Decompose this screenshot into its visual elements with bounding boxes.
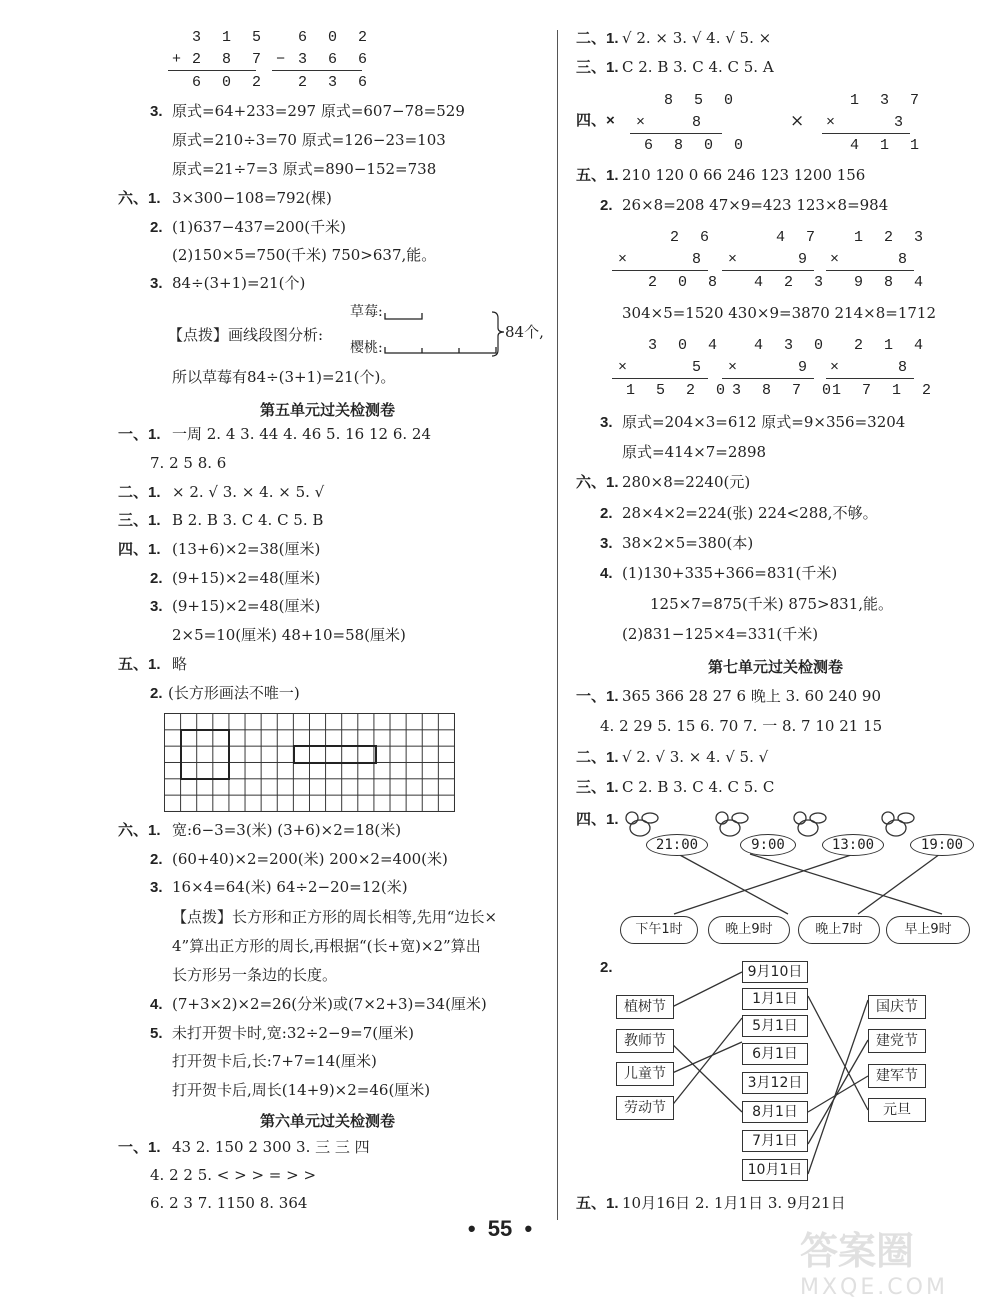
answer-line: 打开贺卡后,周长(14+9)×2=46(厘米)	[172, 1081, 431, 1099]
section-label: 四、×	[576, 112, 615, 129]
calc-result: 1 7 1 2	[832, 382, 938, 399]
section-label: 五、1.	[576, 167, 619, 184]
time-cloud: 下午1时	[620, 916, 698, 944]
calc-operand: 3 6 6	[298, 51, 374, 68]
calc-operand: 8	[692, 114, 708, 131]
item-number: 5.	[150, 1025, 163, 1042]
section-label: 一、1.	[576, 688, 619, 705]
answer-line: √ 2. √ 3. × 4. √ 5. √	[622, 748, 769, 766]
festival-box: 国庆节	[868, 995, 926, 1019]
festival-box: 劳动节	[616, 1096, 674, 1120]
section-label: 六、1.	[576, 474, 619, 491]
answer-line: (2)831−125×4=331(千米)	[622, 625, 819, 643]
item-number: 4.	[150, 996, 163, 1013]
total-label: 84个,	[505, 323, 544, 341]
festival-box: 建党节	[868, 1029, 926, 1053]
section-label: 三、1.	[576, 59, 619, 76]
festival-box: 建军节	[868, 1064, 926, 1088]
festival-box: 元旦	[868, 1098, 926, 1122]
section-label: 二、1.	[576, 30, 619, 47]
square-drawing	[180, 729, 230, 780]
item-number: 2.	[600, 959, 613, 976]
date-box: 10月1日	[742, 1159, 808, 1181]
calc-operator: ×	[636, 114, 652, 131]
calc-result: 6 8 0 0	[644, 137, 750, 154]
item-number: 3.	[600, 535, 613, 552]
vertical-multiplication	[630, 92, 750, 155]
answer-line: 6. 2 3 7. 1150 8. 364	[150, 1194, 308, 1212]
section-label: 三、1.	[576, 779, 619, 796]
answer-line: 210 120 0 66 246 123 1200 156	[622, 166, 866, 184]
bee-icon	[794, 812, 826, 836]
answer-line: 304×5=1520 430×9=3870 214×8=1712	[622, 304, 936, 322]
watermark-logo: 答案圈 MXQE.COM	[800, 1229, 948, 1300]
answer-line: 365 366 28 27 6 晚上 3. 60 240 90	[622, 689, 882, 704]
calc-operand: 3 0 4	[648, 337, 724, 354]
calc-operand: 8	[898, 359, 914, 376]
calc-operator: ×	[728, 359, 744, 376]
time-cloud: 早上9时	[886, 916, 970, 944]
answer-line: 2×5=10(厘米) 48+10=58(厘米)	[172, 626, 406, 644]
answer-line: 4. 2 29 5. 15 6. 70 7. 一 8. 7 10 21 15	[600, 719, 883, 734]
calc-operand: 6 0 2	[298, 29, 374, 46]
answer-line: C 2. B 3. C 4. C 5. C	[622, 778, 775, 796]
calc-operand: 4 3 0	[754, 337, 830, 354]
calc-operand: 1 3 7	[850, 92, 926, 109]
festival-box: 儿童节	[616, 1062, 674, 1086]
date-box: 3月12日	[742, 1072, 808, 1094]
answer-line: 16×4=64(米) 64÷2−20=12(米)	[172, 878, 408, 896]
calc-operator: +	[172, 51, 188, 68]
calc-operand: 3 1 5	[192, 29, 268, 46]
calc-operand: 9	[798, 359, 814, 376]
answer-line: (9+15)×2=48(厘米)	[172, 569, 321, 587]
bee-icon	[626, 812, 658, 836]
calc-operand: 2 6	[670, 229, 716, 246]
section-label: 六、1.	[118, 190, 161, 207]
answer-line: 84÷(3+1)=21(个)	[172, 274, 306, 292]
calc-operand: 4 7	[776, 229, 822, 246]
calc-operator: ×	[830, 359, 846, 376]
item-number: 3.	[150, 598, 163, 615]
vertical-addition	[168, 29, 268, 92]
section-title: 第五单元过关检测卷	[260, 401, 396, 419]
answer-line: C 2. B 3. C 4. C 5. A	[622, 58, 774, 76]
date-box: 7月1日	[742, 1130, 808, 1152]
vertical-multiplication	[822, 92, 926, 155]
calc-operand: 8	[898, 251, 914, 268]
answer-line: 所以草莓有84÷(3+1)=21(个)。	[172, 368, 396, 386]
calc-result: 4 1 1	[850, 137, 926, 154]
vertical-multiplication	[722, 229, 830, 292]
section-label: 四、1.	[118, 541, 161, 558]
calc-result: 1 5 2 0	[626, 382, 732, 399]
answer-line: 略	[172, 655, 188, 673]
vertical-multiplication	[826, 337, 938, 400]
section-label: 二、1.	[118, 484, 161, 501]
section-title: 第六单元过关检测卷	[260, 1112, 396, 1130]
festival-box: 教师节	[616, 1029, 674, 1053]
calc-operand: 8	[692, 251, 708, 268]
vertical-multiplication	[826, 229, 930, 292]
calc-operand: 5	[692, 359, 708, 376]
vertical-multiplication	[612, 229, 724, 292]
calc-result: 4 2 3	[754, 274, 830, 291]
tip-label: 【点拨】画线段图分析:	[168, 326, 324, 344]
bee-icon	[716, 812, 748, 836]
section-label: 一、1.	[118, 426, 161, 443]
answer-line: 原式=21÷7=3 原式=890−152=738	[172, 160, 437, 178]
item-number: 2.	[150, 685, 163, 702]
calc-operand: 2 8 7	[192, 51, 268, 68]
answer-line: × 2. √ 3. × 4. × 5. √	[172, 483, 325, 501]
calc-result: 9 8 4	[854, 274, 930, 291]
vertical-subtraction	[272, 29, 374, 92]
calc-operator: −	[276, 51, 292, 68]
item-number: 2.	[150, 219, 163, 236]
cross-mark: ×	[790, 111, 805, 131]
calc-operator: ×	[618, 251, 634, 268]
date-box: 9月10日	[742, 961, 808, 983]
answer-line: (9+15)×2=48(厘米)	[172, 597, 321, 615]
item-number: 3.	[150, 879, 163, 896]
festival-box: 植树节	[616, 995, 674, 1019]
calc-operator: ×	[826, 114, 842, 131]
answer-line: 4. 2 2 5. < > > = > >	[150, 1166, 317, 1184]
date-box: 8月1日	[742, 1101, 808, 1123]
answer-line: B 2. B 3. C 4. C 5. B	[172, 511, 324, 529]
item-number: 2.	[600, 197, 613, 214]
calc-operand: 3	[894, 114, 910, 131]
answer-line: 宽:6−3=3(米) (3+6)×2=18(米)	[172, 821, 402, 839]
page-number: • 55 •	[467, 1216, 533, 1241]
answer-line: 43 2. 150 2 300 3. 三 三 四	[172, 1138, 370, 1156]
clock-bubble: 13:00	[822, 834, 884, 856]
calc-operator: ×	[618, 359, 634, 376]
answer-line: (1)130+335+366=831(千米)	[622, 564, 838, 582]
section-label: 五、1.	[118, 656, 161, 673]
calc-result: 6 0 2	[192, 74, 268, 91]
answer-line: 3×300−108=792(棵)	[172, 189, 332, 207]
tip-line: 长方形另一条边的长度。	[172, 966, 338, 984]
vertical-multiplication	[722, 337, 838, 400]
answer-line: 125×7=875(千米) 875>831,能。	[650, 595, 894, 613]
time-cloud: 晚上7时	[798, 916, 880, 944]
answer-line: (2)150×5=750(千米) 750>637,能。	[172, 246, 437, 264]
item-number: 4.	[600, 565, 613, 582]
answer-line: 26×8=208 47×9=423 123×8=984	[622, 196, 889, 214]
cherry-label: 樱桃:	[350, 340, 383, 356]
calc-result: 3 8 7 0	[732, 382, 838, 399]
section-label: 二、1.	[576, 749, 619, 766]
answer-line: 38×2×5=380(本)	[622, 534, 754, 552]
vertical-multiplication	[612, 337, 732, 400]
answer-line: (7+3×2)×2=26(分米)或(7×2+3)=34(厘米)	[172, 995, 487, 1013]
answer-line: 原式=414×7=2898	[622, 443, 767, 461]
calc-operator: ×	[728, 251, 744, 268]
column-divider	[557, 30, 558, 1220]
section-title: 第七单元过关检测卷	[708, 658, 844, 676]
clock-bubble: 19:00	[910, 834, 974, 856]
item-number: 2.	[150, 851, 163, 868]
answer-line: (60+40)×2=200(米) 200×2=400(米)	[172, 850, 448, 868]
date-box: 5月1日	[742, 1015, 808, 1037]
answer-line: 未打开贺卡时,宽:32÷2−9=7(厘米)	[172, 1024, 414, 1042]
item-number: 3.	[600, 414, 613, 431]
date-box: 6月1日	[742, 1043, 808, 1065]
calc-operand: 8 5 0	[664, 92, 740, 109]
calc-result: 2 0 8	[648, 274, 724, 291]
answer-line: 一周 2. 4 3. 44 4. 46 5. 16 12 6. 24	[172, 425, 431, 443]
item-number: 2.	[600, 505, 613, 522]
section-label: 四、1.	[576, 811, 619, 828]
item-number: 2.	[150, 570, 163, 587]
answer-line: 打开贺卡后,长:7+7=14(厘米)	[172, 1052, 377, 1070]
answer-line: √ 2. × 3. √ 4. √ 5. ×	[622, 29, 772, 47]
answer-line: (1)637−437=200(千米)	[172, 218, 346, 236]
calc-result: 2 3 6	[298, 74, 374, 91]
answer-line: (长方形画法不唯一)	[168, 684, 300, 702]
answer-line: 原式=204×3=612 原式=9×356=3204	[622, 413, 906, 431]
tip-line: 4”算出正方形的周长,再根据“(长+宽)×2”算出	[172, 937, 481, 955]
item-number: 3.	[150, 275, 163, 292]
answer-line: (13+6)×2=38(厘米)	[172, 540, 321, 558]
page-number-value: 55	[487, 1216, 513, 1241]
section-label: 五、1.	[576, 1195, 619, 1212]
strawberry-label: 草莓:	[350, 304, 383, 320]
calc-operand: 2 1 4	[854, 337, 930, 354]
answer-line: 原式=210÷3=70 原式=126−23=103	[172, 131, 446, 149]
calc-operand: 9	[798, 251, 814, 268]
answer-line: 280×8=2240(元)	[622, 473, 751, 491]
answer-line: 原式=64+233=297 原式=607−78=529	[172, 102, 465, 120]
section-label: 六、1.	[118, 822, 161, 839]
item-number: 3.	[150, 103, 163, 120]
section-label: 一、1.	[118, 1139, 161, 1156]
time-cloud: 晚上9时	[708, 916, 790, 944]
tip-line: 【点拨】长方形和正方形的周长相等,先用“边长×	[172, 908, 498, 926]
answer-line: 7. 2 5 8. 6	[150, 454, 227, 472]
rectangle-drawing	[293, 745, 377, 764]
bee-icon	[882, 812, 914, 836]
answer-line: 28×4×2=224(张) 224<288,不够。	[622, 504, 878, 522]
calc-operator: ×	[830, 251, 846, 268]
date-box: 1月1日	[742, 988, 808, 1010]
answer-line: 10月16日 2. 1月1日 3. 9月21日	[622, 1194, 846, 1212]
calc-operand: 1 2 3	[854, 229, 930, 246]
clock-bubble: 21:00	[646, 834, 708, 856]
section-label: 三、1.	[118, 512, 161, 529]
clock-bubble: 9:00	[740, 834, 796, 856]
